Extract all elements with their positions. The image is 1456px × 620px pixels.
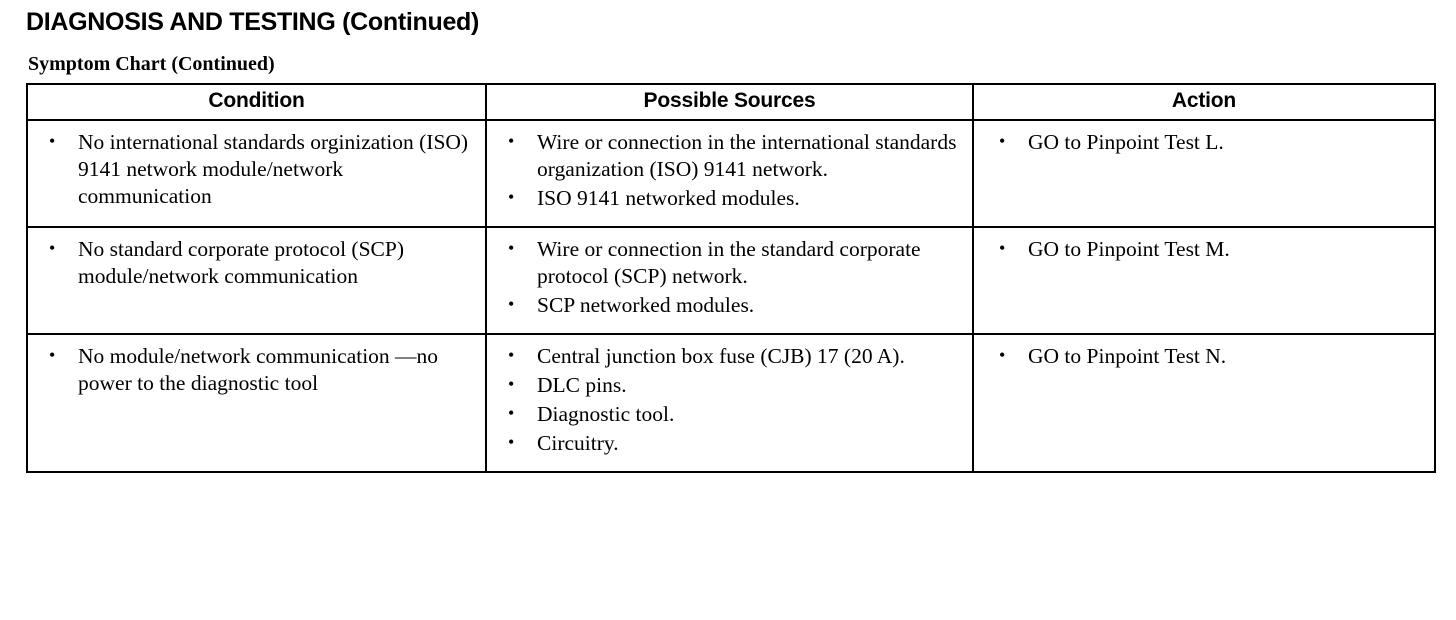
cell-action bbox=[973, 120, 1435, 227]
list-item-label: No standard corporate protocol (SCP) module/network communication bbox=[78, 236, 405, 288]
list-item bbox=[499, 292, 962, 319]
table-row bbox=[27, 120, 1435, 227]
cell-action bbox=[973, 334, 1435, 472]
bullet-list bbox=[487, 121, 972, 226]
bullet-icon: • bbox=[508, 237, 515, 258]
list-item-label: Wire or connection in the standard corporate protocol (SCP) network. bbox=[537, 236, 921, 288]
list-item-label: Diagnostic tool. bbox=[537, 401, 675, 426]
cell-possible-sources bbox=[486, 120, 973, 227]
list-item bbox=[499, 185, 962, 212]
symptom-chart-table bbox=[26, 83, 1436, 473]
bullet-icon: • bbox=[508, 431, 515, 452]
bullet-icon: • bbox=[508, 131, 515, 151]
table-row bbox=[27, 334, 1435, 472]
bullet-icon: • bbox=[49, 131, 56, 151]
list-item-label: GO to Pinpoint Test M. bbox=[1028, 236, 1230, 261]
list-item bbox=[988, 343, 1424, 370]
table-row bbox=[27, 227, 1435, 334]
list-item-label: GO to Pinpoint Test N. bbox=[1028, 343, 1227, 368]
list-item bbox=[40, 129, 475, 210]
bullet-list bbox=[974, 121, 1434, 170]
page-title: DIAGNOSIS AND TESTING (Continued) bbox=[26, 8, 480, 36]
bullet-list bbox=[974, 228, 1434, 277]
cell-condition bbox=[27, 120, 486, 227]
bullet-icon: • bbox=[508, 344, 515, 365]
list-item bbox=[988, 236, 1424, 263]
bullet-list bbox=[487, 335, 972, 471]
list-item bbox=[499, 401, 962, 428]
list-item-label: GO to Pinpoint Test L. bbox=[1028, 130, 1224, 154]
bullet-icon: • bbox=[508, 402, 515, 423]
table-header-row bbox=[27, 84, 1435, 120]
bullet-list bbox=[487, 228, 972, 333]
list-item-label: No international standards orginization (ISO) 9141 network module/network communication bbox=[78, 130, 469, 208]
list-item-label: No module/network communication —no power to the diagnostic tool bbox=[78, 343, 439, 395]
list-item-label: Wire or connection in the international standards organization (ISO) 9141 network. bbox=[537, 130, 957, 181]
list-item bbox=[40, 343, 475, 397]
bullet-list bbox=[28, 121, 485, 224]
bullet-icon: • bbox=[999, 344, 1006, 365]
list-item bbox=[499, 372, 962, 399]
list-item bbox=[499, 430, 962, 457]
bullet-list bbox=[28, 228, 485, 304]
list-item-label: Central junction box fuse (CJB) 17 (20 A). bbox=[537, 343, 905, 368]
cell-condition bbox=[27, 227, 486, 334]
section-title: Symptom Chart (Continued) bbox=[28, 53, 275, 75]
list-item-label: Circuitry. bbox=[537, 430, 619, 455]
bullet-icon: • bbox=[508, 373, 515, 394]
bullet-list bbox=[974, 335, 1434, 384]
column-header-condition: Condition bbox=[27, 84, 486, 120]
bullet-list bbox=[28, 335, 485, 411]
bullet-icon: • bbox=[999, 131, 1006, 151]
cell-action bbox=[973, 227, 1435, 334]
list-item bbox=[499, 236, 962, 290]
column-header-possible-sources: Possible Sources bbox=[486, 84, 973, 120]
cell-condition bbox=[27, 334, 486, 472]
bullet-icon: • bbox=[508, 186, 515, 207]
column-header-action: Action bbox=[973, 84, 1435, 120]
list-item bbox=[988, 129, 1424, 156]
list-item bbox=[499, 129, 962, 183]
list-item-label: SCP networked modules. bbox=[537, 292, 755, 317]
bullet-icon: • bbox=[999, 237, 1006, 258]
list-item-label: DLC pins. bbox=[537, 372, 627, 397]
list-item bbox=[40, 236, 475, 290]
bullet-icon: • bbox=[508, 293, 515, 314]
cell-possible-sources bbox=[486, 334, 973, 472]
list-item-label: ISO 9141 networked modules. bbox=[537, 185, 800, 210]
cell-possible-sources bbox=[486, 227, 973, 334]
list-item bbox=[499, 343, 962, 370]
bullet-icon: • bbox=[49, 237, 56, 258]
bullet-icon: • bbox=[49, 344, 56, 365]
